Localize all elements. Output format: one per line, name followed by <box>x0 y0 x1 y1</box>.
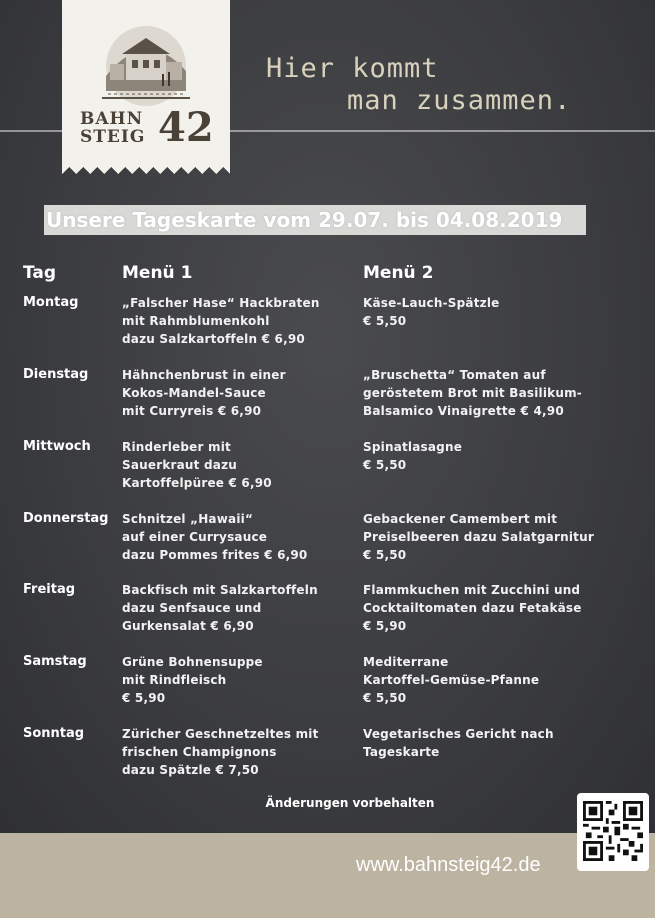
logo-word-bahn: BAHN <box>80 109 144 129</box>
menu-title: Unsere Tageskarte vom 29.07. bis 04.08.2019 <box>46 208 563 232</box>
disclaimer-note: Änderungen vorbehalten <box>265 796 435 810</box>
day-label: Donnerstag <box>23 511 109 526</box>
day-label: Dienstag <box>23 367 89 382</box>
column-header-menu-2: Menü 2 <box>363 263 434 283</box>
logo-word-steig: STEIG <box>80 127 146 147</box>
menu-1-dish: Backfisch mit Salzkartoffeln dazu Senfsauce und Gurkensalat € 6,90 <box>122 583 318 633</box>
day-label: Montag <box>23 295 79 310</box>
column-header-menu-1: Menü 1 <box>122 263 193 283</box>
qr-code[interactable] <box>577 793 649 871</box>
slogan-line-1: Hier kommt <box>266 53 439 84</box>
day-label: Sonntag <box>23 726 85 741</box>
menu-1-dish: Hähnchenbrust in einer Kokos-Mandel-Sauce mit Curryreis € 6,90 <box>122 368 286 418</box>
menu-1-dish: Schnitzel „Hawaii“ auf einer Currysauce dazu Pommes frites € 6,90 <box>122 512 308 562</box>
logo-number: 42 <box>158 104 214 151</box>
website-link[interactable]: www.bahnsteig42.de <box>356 854 541 876</box>
menu-title-bar <box>44 205 586 235</box>
menu-2-dish: Käse-Lauch-Spätzle € 5,50 <box>363 296 500 328</box>
qr-code-icon <box>583 801 643 861</box>
menu-2-dish: Mediterrane Kartoffel-Gemüse-Pfanne € 5,50 <box>363 655 540 705</box>
day-label: Freitag <box>23 582 76 597</box>
menu-1-dish: Züricher Geschnetzeltes mit frischen Champignons dazu Spätzle € 7,50 <box>122 727 319 777</box>
menu-1-dish: Rinderleber mit Sauerkraut dazu Kartoffelpüree € 6,90 <box>122 440 272 490</box>
station-building-icon <box>92 16 200 106</box>
logo-wordmark <box>80 104 220 152</box>
menu-2-dish: „Bruschetta“ Tomaten auf geröstetem Brot mit Basilikum- Balsamico Vinaigrette € 4,90 <box>363 368 582 418</box>
slogan-line-2: man zusammen. <box>347 85 572 116</box>
day-label: Samstag <box>23 654 87 669</box>
menu-2-dish: Flammkuchen mit Zucchini und Cocktailtomaten dazu Fetakäse € 5,90 <box>363 583 582 633</box>
menu-1-dish: Grüne Bohnensuppe mit Rindfleisch € 5,90 <box>122 655 263 705</box>
menu-2-dish: Vegetarisches Gericht nach Tageskarte <box>363 727 554 759</box>
footer-bar <box>0 833 655 918</box>
menu-2-dish: Gebackener Camembert mit Preiselbeeren dazu Salatgarnitur € 5,50 <box>363 512 594 562</box>
menu-1-dish: „Falscher Hase“ Hackbraten mit Rahmblumenkohl dazu Salzkartoffeln € 6,90 <box>122 296 320 346</box>
column-header-day: Tag <box>23 263 57 283</box>
menu-2-dish: Spinatlasagne € 5,50 <box>363 440 463 472</box>
logo <box>62 0 230 160</box>
day-label: Mittwoch <box>23 439 91 454</box>
